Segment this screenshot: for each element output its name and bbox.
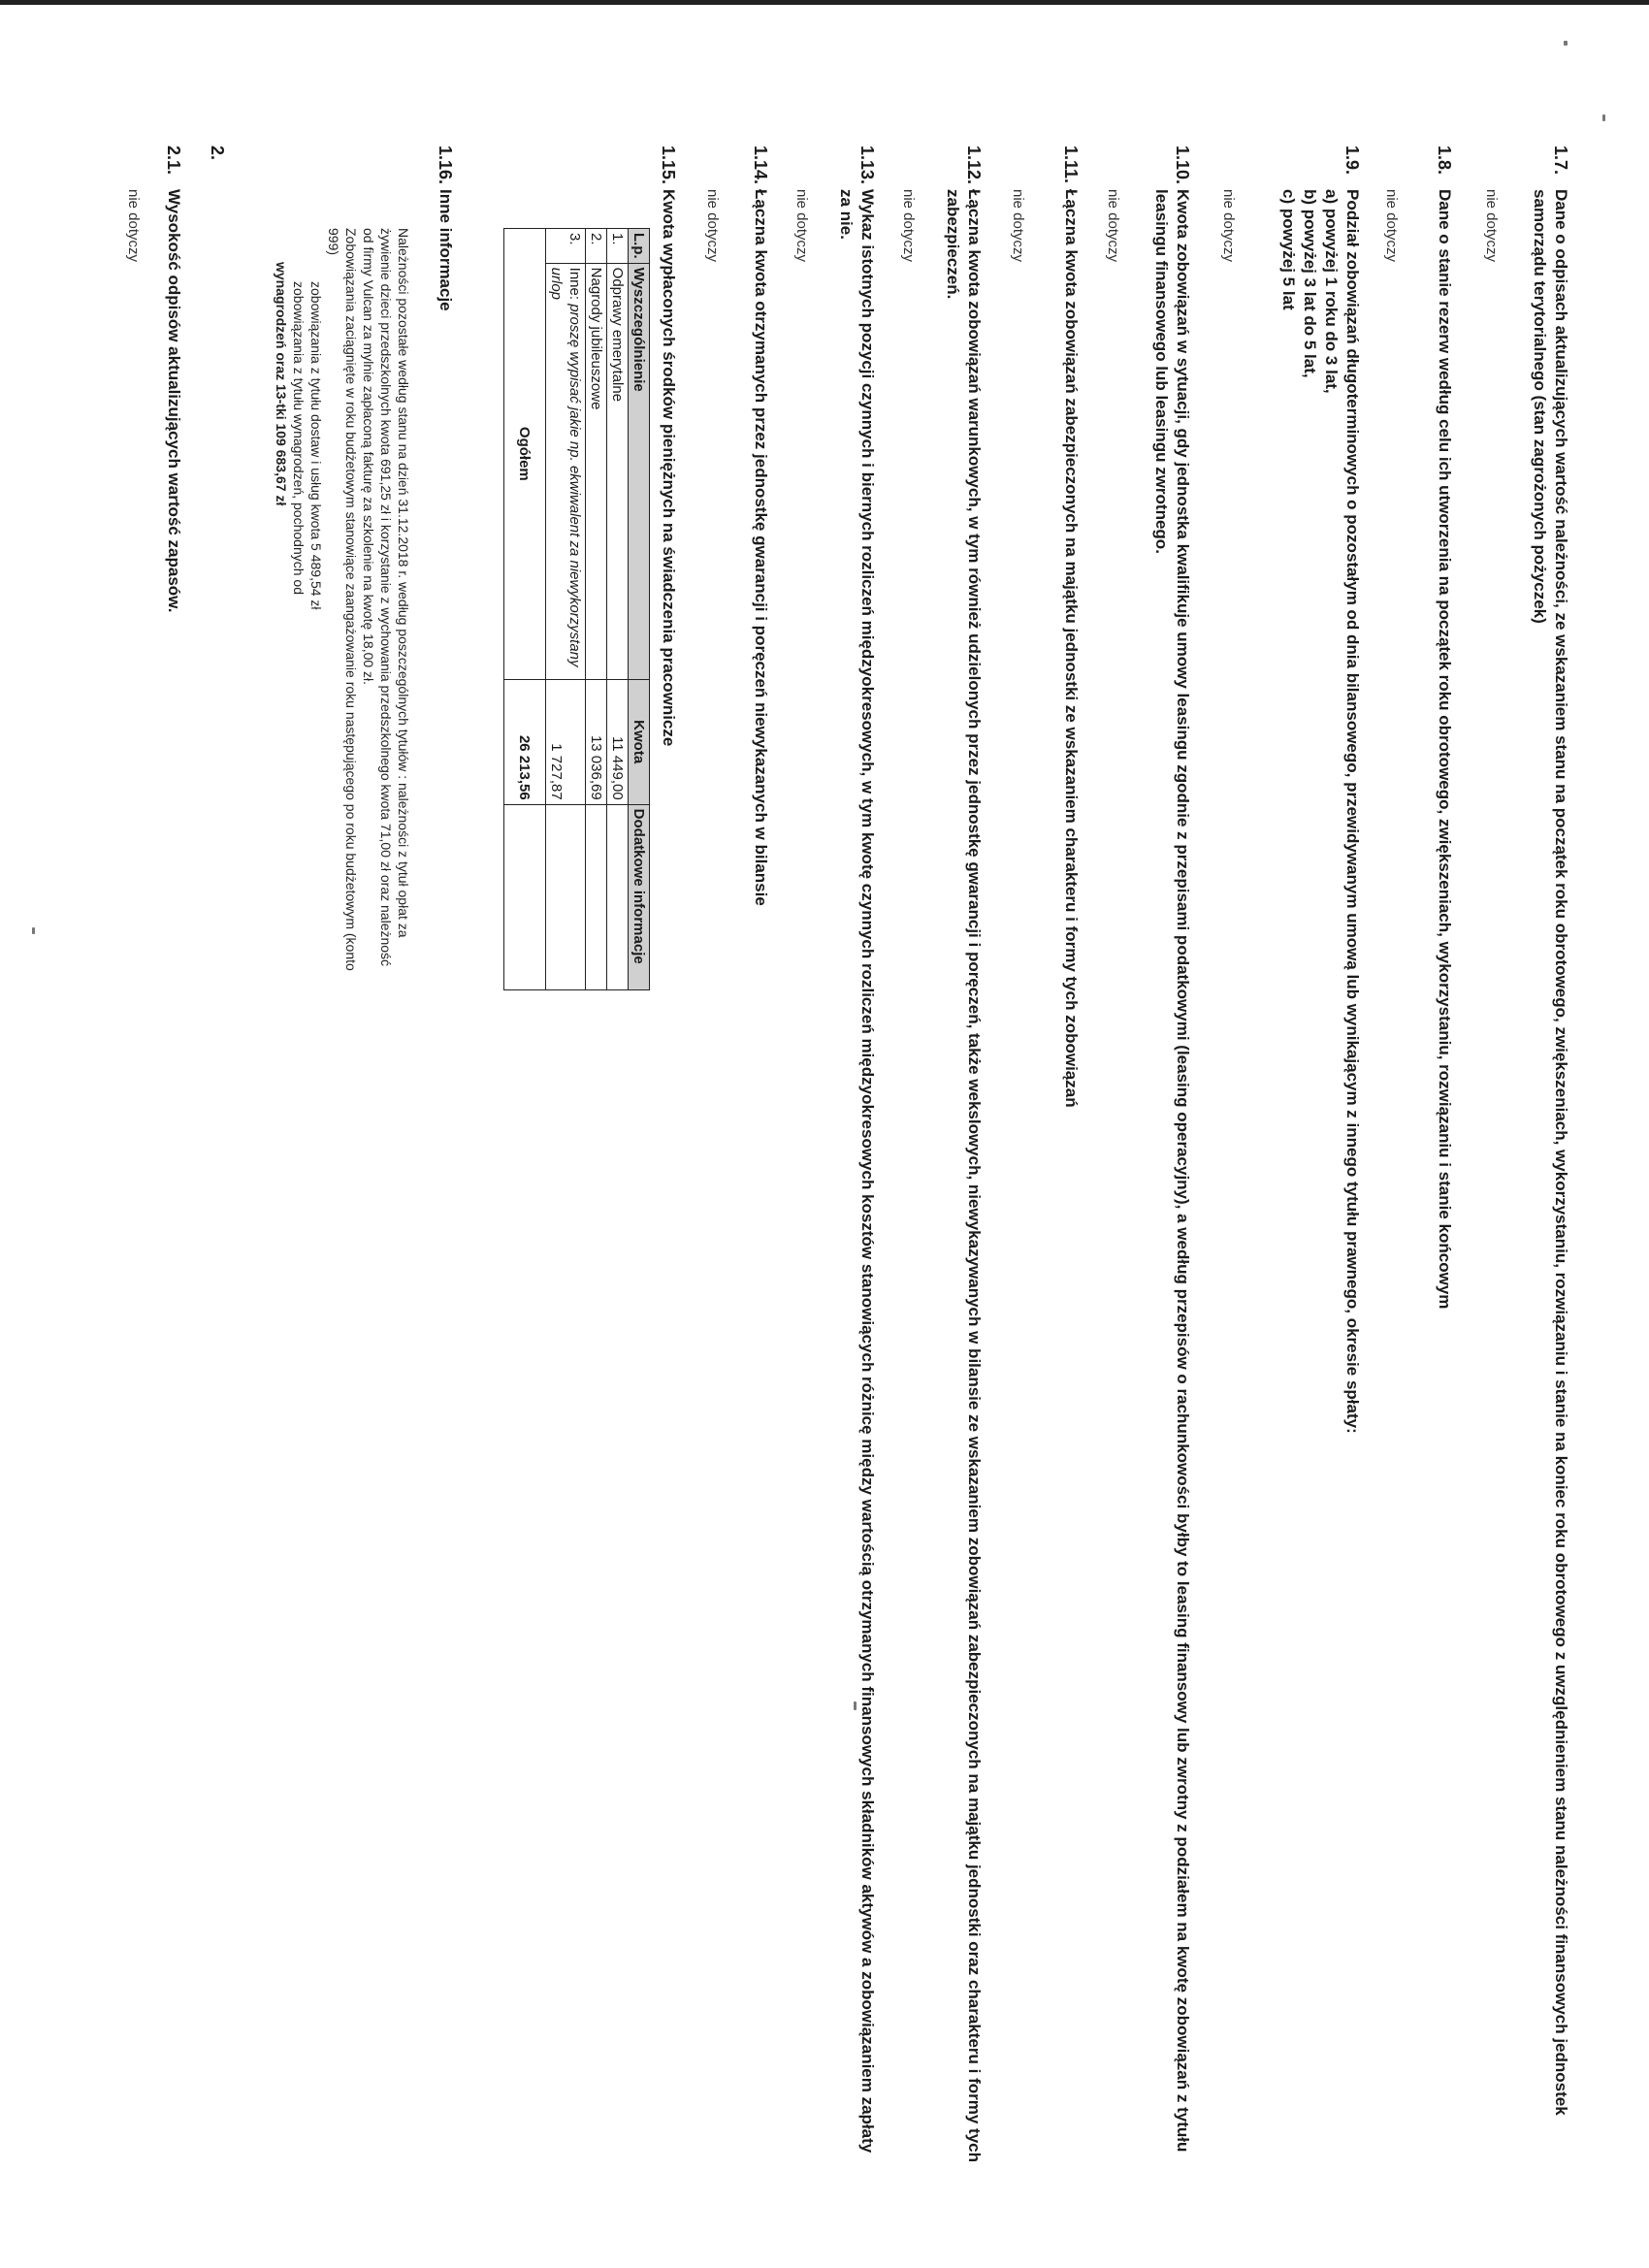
- section-number: 1.15.: [659, 146, 678, 185]
- row-amount: 13 036,69: [586, 679, 607, 804]
- table-total-row: [504, 229, 546, 990]
- section-number: 1.13.: [857, 146, 877, 185]
- note-receivables: Należności pozostałe według stanu na dzień 31.12.2018 r. według poszczególnych tytułów : należności z tytuł opłat za żywienie dzieci przedszkolnych kwota 691,25 zł i korzystanie z wychowania przedszkolnego kwota 71,00 zł oraz należność od firmy Vulcan za mylnie zapłaconą fakturę za szkolenie na kwotę 18,00 zł.: [361, 228, 411, 967]
- section-title: Łączna kwota otrzymanych przez jednostkę gwarancji i poręczeń niewykazanych w bilansie: [752, 189, 770, 906]
- section-value: nie dotyczy: [900, 189, 917, 263]
- section-number: 1.8.: [1435, 146, 1454, 176]
- section-number: 1.11.: [1061, 146, 1081, 184]
- section-number: 1.16.: [436, 146, 455, 185]
- row-info: [607, 804, 629, 989]
- row-info: [586, 804, 607, 989]
- other-information-notes: [273, 228, 412, 985]
- header-lp: L.p.: [629, 229, 650, 264]
- section-value: nie dotyczy: [1483, 189, 1500, 263]
- section-value: nie dotyczy: [793, 189, 810, 263]
- section-value: nie dotyczy: [1383, 189, 1400, 263]
- note-liabilities: Zobowiązania zaciągnięte w roku budżetowym stanowiące zaangażowanie roku następującego po roku budżetowym (konto 999): [326, 228, 359, 971]
- total-amount: 26 213,56: [504, 679, 546, 804]
- header-amount: Kwota: [629, 679, 650, 804]
- section-title: Dane o stanie rezerw według celu ich utworzenia na początek roku obrotowego, zwiększeniach, wykorzystaniu, rozwiązaniu i stanie końcowym: [1436, 189, 1454, 1310]
- row-amount: 11 449,00: [607, 679, 629, 804]
- section-title: Wykaz istotnych pozycji czynnych i biernych rozliczeń międzyokresowych, w tym kwotę czynnych rozliczeń międzyokresowych kosztów stanowiących różnicę między wartością otrzymanych finansowych składników aktywów a zobowiązaniem zapłaty za nie.: [837, 189, 877, 2154]
- note-line: wynagrodzeń oraz 13-tki 109 683,67 zł: [274, 262, 289, 506]
- scan-top-edge: [0, 0, 1649, 5]
- period-line: b) powyżej 3 lat do 5 lat,: [1301, 189, 1319, 378]
- section-number: 2.1.: [164, 146, 183, 176]
- row-description: Nagrody jubileuszowe: [586, 263, 607, 679]
- row-lp: 1.: [607, 229, 629, 264]
- section-title: Kwota wypłaconych środków pieniężnych na świadczenia pracownicze: [660, 189, 678, 747]
- rotated-document-page: [116, 146, 1571, 2231]
- table-header-row: [629, 229, 650, 990]
- section-number: 1.14.: [751, 146, 770, 185]
- section-value: nie dotyczy: [1010, 189, 1026, 263]
- scan-speck: [1564, 41, 1568, 46]
- row-description: Odprawy emerytalne: [607, 263, 629, 679]
- section-title: Łączna kwota zobowiązań warunkowych, w tym również udzielonych przez jednostkę gwarancji i poręczeń, także wekslowych, niewykazywanych w bilansie ze wskazaniem zobowiązań zabezpieczonych na majątku jednostki oraz charakteru i formy tych zabezpieczeń.: [944, 189, 984, 2162]
- section-value: nie dotyczy: [704, 189, 721, 263]
- section-value: nie dotyczy: [125, 189, 142, 263]
- note-line: zobowiązania z tytułu wynagrodzeń, pochodnych od: [291, 281, 307, 595]
- section-title: [1277, 189, 1363, 2163]
- total-info: [504, 804, 546, 989]
- note-line: zobowiązania z tytułu dostaw i usług kwota 5 489,54 zł: [308, 281, 324, 610]
- section-number: 1.10.: [1173, 146, 1192, 185]
- row-info: [546, 804, 586, 989]
- scan-speck: [1602, 114, 1605, 121]
- row-description-prefix: Inne:: [566, 267, 583, 305]
- section-title-text: Podział zobowiązań długoterminowych o pozostałym od dnia bilansowego, przewidywanym umową lub wynikającym z innego tytułu prawnego, okresie spłaty:: [1343, 189, 1362, 1434]
- row-lp: 3.: [546, 229, 586, 264]
- section-title: Kwota zobowiązań w sytuacji, gdy jednostka kwalifikuje umowy leasingu zgodnie z przepisami podatkowymi (leasing operacyjny), a według przepisów o rachunkowości byłby to leasing finansowy lub zwrotny z podziałem na kwotę zobowiązań z tytułu leasingu finansowego lub leasingu zwrotnego.: [1152, 189, 1192, 2153]
- header-description: Wyszczególnienie: [629, 263, 650, 679]
- section-value: nie dotyczy: [1220, 189, 1237, 263]
- section-number: 1.12.: [964, 146, 984, 185]
- section-title: Dane o odpisach aktualizujących wartość należności, ze wskazaniem stanu na początek roku obrotowego, zwiększeniach, wykorzystaniu, rozwiązaniu i stanie na koniec roku obrotowego z uwzględnieniem stanu należności finansowych jednostek samorządu terytorialnego (stan zagrożonych pożyczek): [1531, 189, 1570, 2116]
- scan-speck: [32, 927, 35, 934]
- row-description: [546, 263, 586, 679]
- total-label: Ogółem: [504, 229, 546, 680]
- employee-benefits-table: [503, 228, 650, 990]
- section-title: Łączna kwota zobowiązań zabezpieczonych na majątku jednostki ze wskazaniem charakteru i formy tych zobowiązań: [1062, 189, 1081, 1108]
- section-number: 2.: [208, 146, 227, 161]
- period-line: a) powyżej 1 roku do 3 lat,: [1322, 189, 1341, 394]
- table-row: [546, 229, 586, 990]
- section-title: Wysokość odpisów aktualizujących wartość zapasów.: [165, 189, 183, 613]
- period-line: c) powyżej 5 lat: [1279, 189, 1298, 310]
- section-number: 1.9.: [1342, 146, 1362, 176]
- table-row: [607, 229, 629, 990]
- section-number: 1.7.: [1551, 146, 1570, 176]
- row-amount: 1 727,87: [546, 679, 586, 804]
- section-title: Inne informacje: [436, 189, 455, 311]
- row-lp: 2.: [586, 229, 607, 264]
- header-info: Dodatkowe informacje: [629, 804, 650, 989]
- section-value: nie dotyczy: [1105, 189, 1121, 263]
- table-row: [586, 229, 607, 990]
- row-description-text: proszę wypisać jakie np. ekwiwalent za niewykorzystany urlop: [548, 267, 583, 667]
